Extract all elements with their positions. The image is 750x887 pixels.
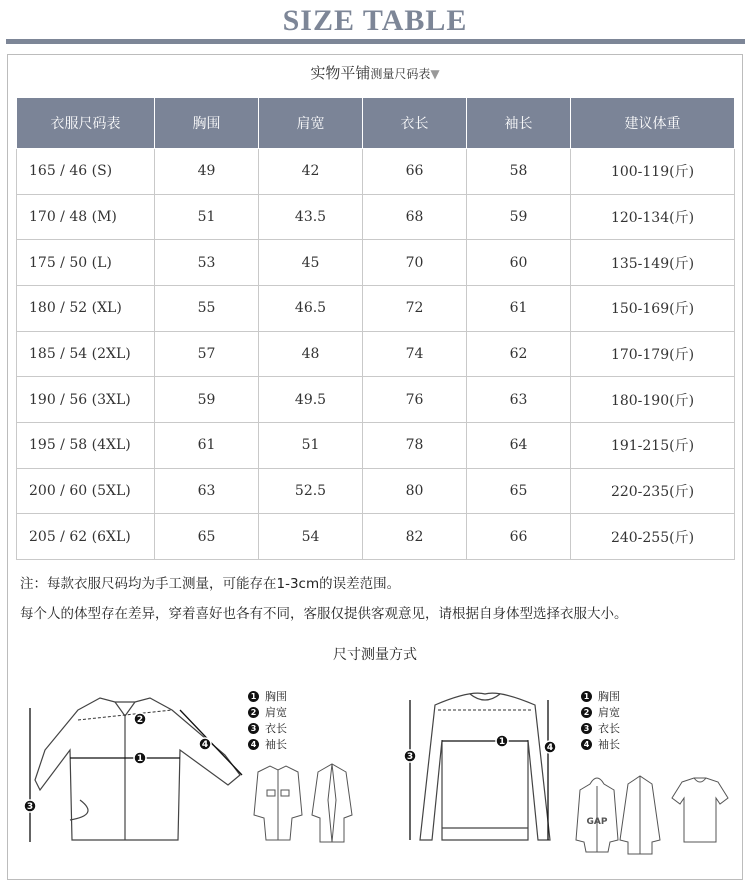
column-header: 衣长 [363, 98, 467, 149]
jacket-sketches [240, 760, 370, 850]
column-header: 建议体重 [571, 98, 735, 149]
table-cell: 57 [155, 331, 259, 377]
table-row [17, 377, 735, 423]
table-cell: 180-190(斤) [571, 377, 735, 423]
table-cell: 54 [259, 514, 363, 560]
column-header: 衣服尺码表 [17, 98, 155, 149]
table-row [17, 514, 735, 560]
table-cell: 49.5 [259, 377, 363, 423]
table-row [17, 149, 735, 195]
casual-sketches [570, 770, 740, 860]
marker-2: 2 [136, 715, 144, 725]
table-cell: 58 [467, 149, 571, 195]
note-line-1: 注：每款衣服尺码均为手工测量，可能存在1-3cm的误差范围。 [20, 576, 401, 592]
marker-1: 1 [136, 754, 144, 764]
table-row [17, 285, 735, 331]
table-cell: 120-134(斤) [571, 194, 735, 240]
table-cell: 72 [363, 285, 467, 331]
table-cell: 46.5 [259, 285, 363, 331]
table-row [17, 422, 735, 468]
table-cell: 64 [467, 422, 571, 468]
table-cell: 60 [467, 240, 571, 286]
table-cell: 191-215(斤) [571, 422, 735, 468]
sweater-diagram [400, 680, 570, 880]
table-cell: 195 / 58 (4XL) [17, 422, 155, 468]
table-cell: 66 [363, 149, 467, 195]
table-cell: 62 [467, 331, 571, 377]
table-row [17, 468, 735, 514]
table-cell: 43.5 [259, 194, 363, 240]
table-cell: 220-235(斤) [571, 468, 735, 514]
note-line-2: 每个人的体型存在差异，穿着喜好也各有不同，客服仅提供客观意见，请根据自身体型选择衣服大小。 [20, 606, 628, 622]
column-header: 袖长 [467, 98, 571, 149]
table-row [17, 240, 735, 286]
legend-right: 1 胸围 2 肩宽 3 衣长 4 袖长 [581, 688, 620, 752]
table-cell: 66 [467, 514, 571, 560]
table-cell: 165 / 46 (S) [17, 149, 155, 195]
table-cell: 180 / 52 (XL) [17, 285, 155, 331]
table-cell: 65 [467, 468, 571, 514]
table-row [17, 194, 735, 240]
table-cell: 78 [363, 422, 467, 468]
column-header: 胸围 [155, 98, 259, 149]
table-cell: 150-169(斤) [571, 285, 735, 331]
table-cell: 55 [155, 285, 259, 331]
table-cell: 240-255(斤) [571, 514, 735, 560]
table-cell: 185 / 54 (2XL) [17, 331, 155, 377]
shirt-diagram [20, 680, 250, 880]
table-cell: 205 / 62 (6XL) [17, 514, 155, 560]
table-header-row [17, 98, 735, 149]
size-table [16, 97, 735, 560]
table-cell: 61 [467, 285, 571, 331]
table-cell: 61 [155, 422, 259, 468]
table-cell: 100-119(斤) [571, 149, 735, 195]
table-cell: 80 [363, 468, 467, 514]
table-cell: 175 / 50 (L) [17, 240, 155, 286]
table-cell: 59 [467, 194, 571, 240]
table-cell: 82 [363, 514, 467, 560]
table-cell: 70 [363, 240, 467, 286]
marker-3: 3 [26, 802, 34, 812]
table-cell: 170 / 48 (M) [17, 194, 155, 240]
table-cell: 48 [259, 331, 363, 377]
table-cell: 53 [155, 240, 259, 286]
table-row [17, 331, 735, 377]
table-cell: 74 [363, 331, 467, 377]
table-cell: 49 [155, 149, 259, 195]
table-cell: 52.5 [259, 468, 363, 514]
measure-title: 尺寸测量方式 [333, 647, 417, 663]
table-cell: 51 [259, 422, 363, 468]
table-cell: 76 [363, 377, 467, 423]
table-cell: 190 / 56 (3XL) [17, 377, 155, 423]
table-cell: 63 [155, 468, 259, 514]
page-title: SIZE TABLE [282, 4, 468, 37]
legend-left: 1 胸围 2 肩宽 3 衣长 4 袖长 [248, 688, 287, 752]
marker-4: 4 [201, 740, 209, 750]
marker-3b: 3 [406, 752, 414, 762]
triangle-down-icon: ▼ [430, 67, 440, 81]
subtitle-secondary: 测量尺码表 [370, 67, 431, 81]
table-cell: 59 [155, 377, 259, 423]
table-cell: 65 [155, 514, 259, 560]
table-subtitle [0, 62, 750, 83]
subtitle-main: 实物平铺 [310, 64, 371, 82]
column-header: 肩宽 [259, 98, 363, 149]
table-cell: 45 [259, 240, 363, 286]
table-cell: 135-149(斤) [571, 240, 735, 286]
table-cell: 42 [259, 149, 363, 195]
title-underline [6, 39, 745, 44]
table-cell: 170-179(斤) [571, 331, 735, 377]
table-cell: 63 [467, 377, 571, 423]
table-cell: 200 / 60 (5XL) [17, 468, 155, 514]
marker-1b: 1 [498, 737, 506, 747]
marker-4b: 4 [546, 743, 554, 753]
table-cell: 68 [363, 194, 467, 240]
table-cell: 51 [155, 194, 259, 240]
gap-logo: GAP [586, 817, 608, 827]
